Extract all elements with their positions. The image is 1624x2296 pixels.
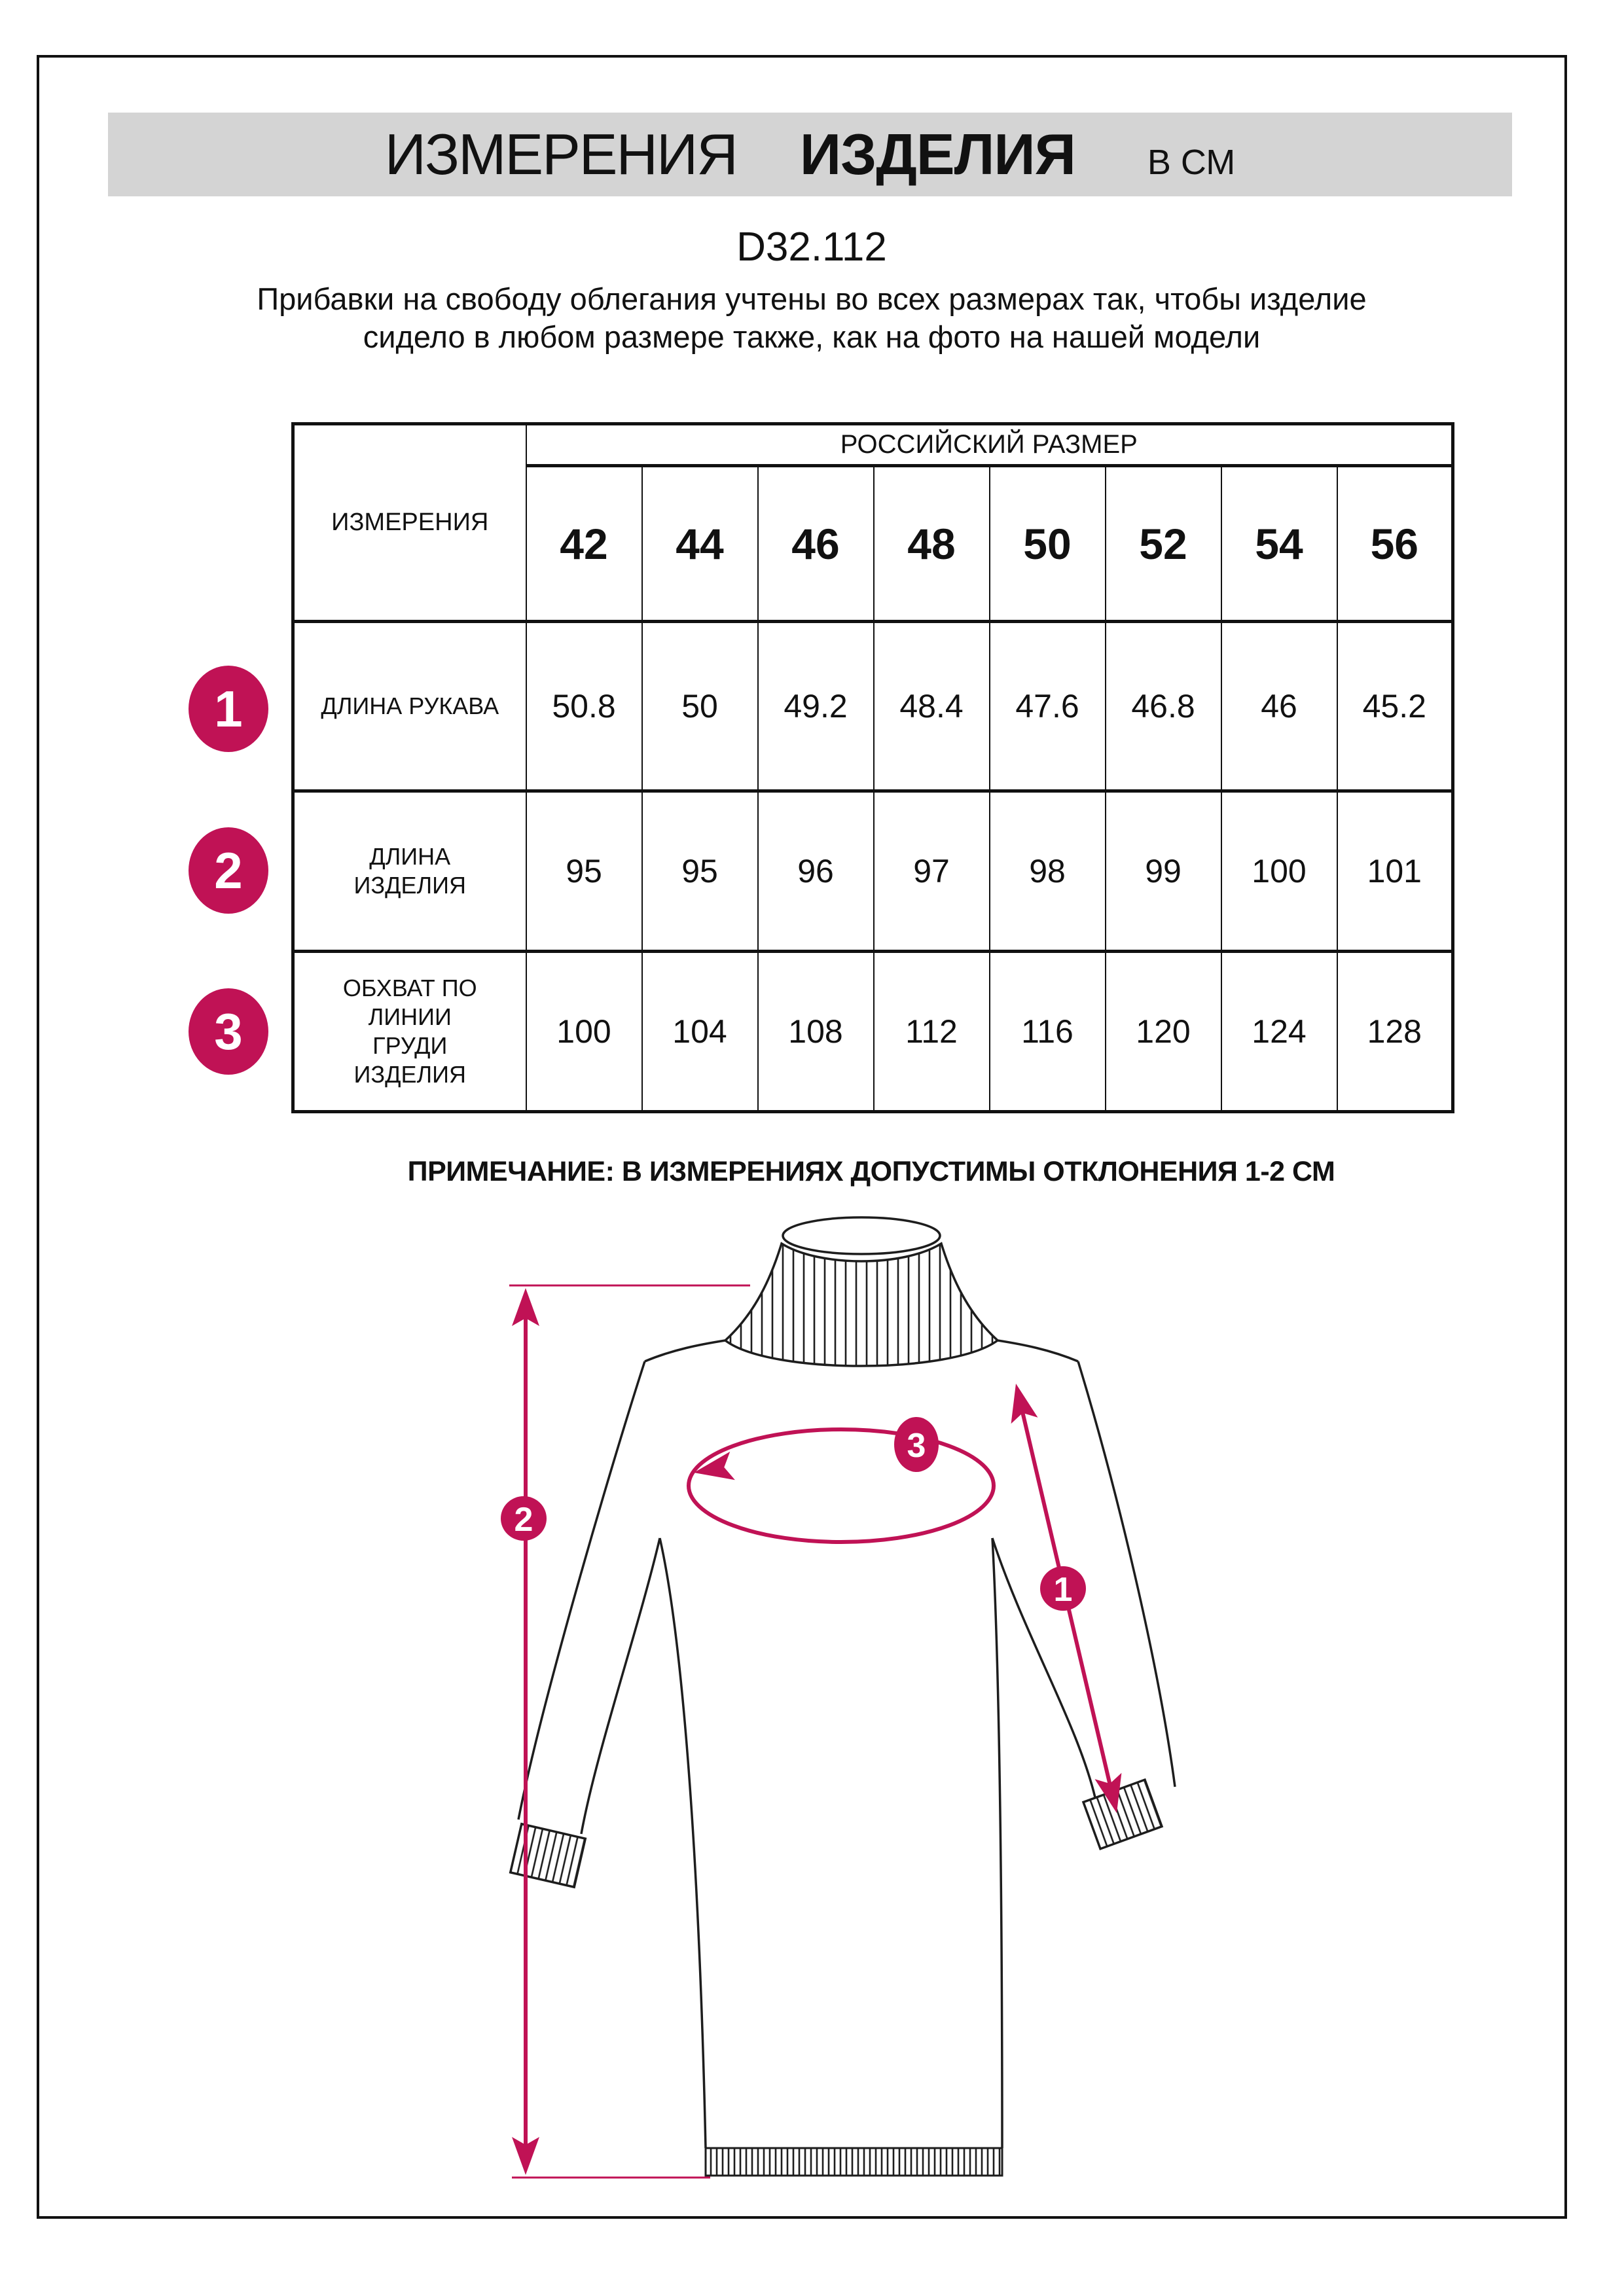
header-bar <box>108 113 1512 196</box>
diagram-badge-1-label: 1 <box>1053 1571 1073 1609</box>
cell-value: 50 <box>642 622 758 791</box>
measurements-header-cell: ИЗМЕРЕНИЯ <box>293 424 526 622</box>
diagram-badge-2-label: 2 <box>514 1501 533 1539</box>
size-header-cell: РОССИЙСКИЙ РАЗМЕР <box>526 424 1453 466</box>
cell-value: 99 <box>1106 791 1221 952</box>
cell-value: 128 <box>1337 952 1453 1112</box>
cell-value: 95 <box>526 791 642 952</box>
cell-value: 100 <box>526 952 642 1112</box>
table-row-chest-girth <box>293 952 1453 1112</box>
row-number-badge-1: 1 <box>189 666 268 752</box>
header-title-bold: ИЗДЕЛИЯ <box>799 122 1075 187</box>
cell-value: 100 <box>1221 791 1337 952</box>
neck-opening <box>783 1217 940 1254</box>
row-number-badge-2: 2 <box>189 827 268 914</box>
left-sleeve-outer <box>518 1361 645 1820</box>
cell-value: 124 <box>1221 952 1337 1112</box>
size-col-48: 48 <box>874 466 990 622</box>
row-label: ОБХВАТ ПО ЛИНИИ ГРУДИ ИЗДЕЛИЯ <box>293 952 526 1112</box>
tolerance-note: ПРИМЕЧАНИЕ: В ИЗМЕРЕНИЯХ ДОПУСТИМЫ ОТКЛОНЕНИЯ 1-2 СМ <box>407 1156 1335 1187</box>
cell-value: 97 <box>874 791 990 952</box>
cell-value: 46.8 <box>1106 622 1221 791</box>
collar-rib <box>725 1244 998 1366</box>
left-cuff-rib <box>511 1824 586 1888</box>
model-code: D32.112 <box>736 224 887 270</box>
body-left-seam <box>660 1538 706 2148</box>
row-number-badge-3: 3 <box>189 988 268 1075</box>
size-col-56: 56 <box>1337 466 1453 622</box>
left-sleeve-inner <box>581 1538 660 1834</box>
dress-outline <box>511 1217 1175 2176</box>
cell-value: 112 <box>874 952 990 1112</box>
body-right-seam <box>992 1538 1002 2148</box>
right-cuff-rib <box>1083 1780 1162 1849</box>
cell-value: 101 <box>1337 791 1453 952</box>
size-col-50: 50 <box>990 466 1106 622</box>
right-shoulder <box>998 1340 1078 1361</box>
size-col-46: 46 <box>758 466 874 622</box>
row-label: ДЛИНА ИЗДЕЛИЯ <box>293 791 526 952</box>
size-col-54: 54 <box>1221 466 1337 622</box>
cell-value: 48.4 <box>874 622 990 791</box>
table-row-product-length <box>293 791 1453 952</box>
header-title: ИЗМЕРЕНИЯ <box>384 122 737 187</box>
cell-value: 46 <box>1221 622 1337 791</box>
cell-value: 104 <box>642 952 758 1112</box>
header-unit: В СМ <box>1147 143 1236 182</box>
table-row-sleeve-length <box>293 622 1453 791</box>
cell-value: 45.2 <box>1337 622 1453 791</box>
cell-value: 108 <box>758 952 874 1112</box>
cell-value: 50.8 <box>526 622 642 791</box>
right-sleeve-outer <box>1078 1361 1175 1787</box>
sleeve-arrow-up <box>1003 1380 1038 1424</box>
size-table <box>291 422 1454 1113</box>
chest-measure-ellipse <box>689 1429 994 1542</box>
cell-value: 120 <box>1106 952 1221 1112</box>
cell-value: 116 <box>990 952 1106 1112</box>
cell-value: 49.2 <box>758 622 874 791</box>
size-col-52: 52 <box>1106 466 1221 622</box>
diagram-badge-3-label: 3 <box>907 1427 926 1465</box>
size-col-42: 42 <box>526 466 642 622</box>
row-label: ДЛИНА РУКАВА <box>293 622 526 791</box>
left-shoulder <box>645 1340 725 1361</box>
hem-rib <box>706 2148 1002 2176</box>
fit-description: Прибавки на свободу облегания учтены во всех размерах так, чтобы изделие сидело в любом размере также, как на фото на нашей модели <box>257 281 1367 354</box>
measurement-annotations <box>501 1285 1130 2178</box>
size-col-44: 44 <box>642 466 758 622</box>
cell-value: 98 <box>990 791 1106 952</box>
cell-value: 47.6 <box>990 622 1106 791</box>
garment-diagram <box>484 1211 1178 2219</box>
cell-value: 95 <box>642 791 758 952</box>
cell-value: 96 <box>758 791 874 952</box>
